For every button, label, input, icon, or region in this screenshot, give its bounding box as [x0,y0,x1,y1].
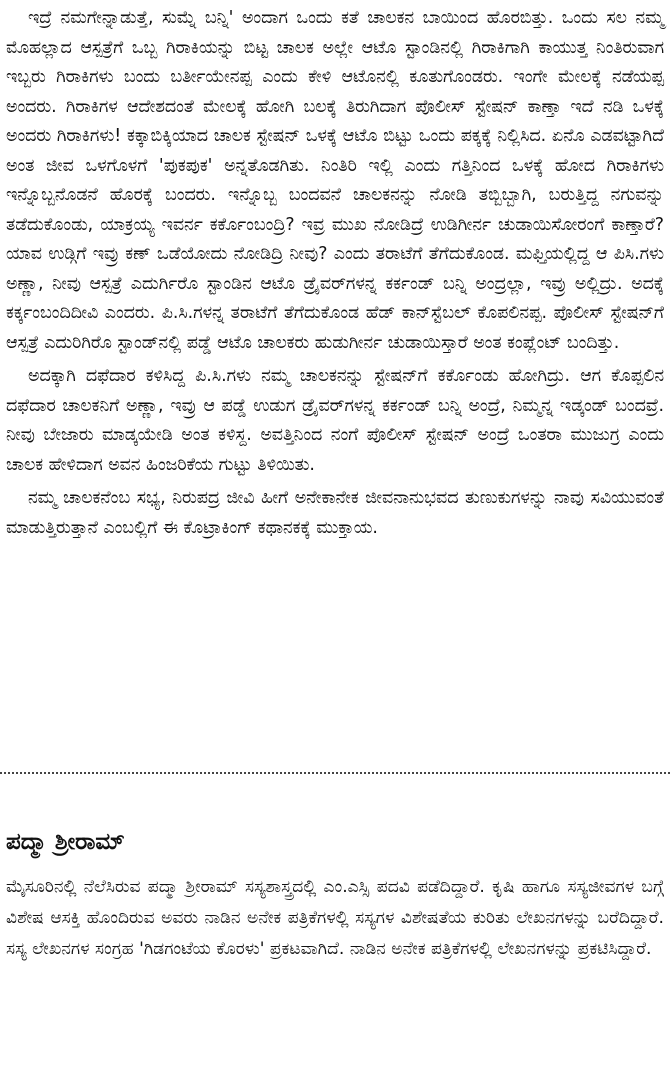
author-bio-text: ಮೈಸೂರಿನಲ್ಲಿ ನೆಲೆಸಿರುವ ಪದ್ಮಾ ಶ್ರೀರಾಮ್ ಸಸ್ಯಶಾಸ್ತ್ರದಲ್ಲಿ ಎಂ.ಎಸ್ಸಿ ಪದವಿ ಪಡೆದಿದ್ದಾರೆ. ಕೃಷಿ ಹಾಗೂ ಸಸ್ಯಜೀವಗಳ ಬಗ್ಗೆ ವಿಶೇಷ ಆಸಕ್ತಿ ಹೊಂದಿರುವ ಅವರು ನಾಡಿನ ಅನೇಕ ಪತ್ರಿಕೆಗಳಲ್ಲಿ ಸಸ್ಯಗಳ ವಿಶೇಷತೆಯ ಕುರಿತು ಲೇಖನಗಳನ್ನು ಬರೆದಿದ್ದಾರೆ. ಸಸ್ಯ ಲೇಖನಗಳ ಸಂಗ್ರಹ 'ಗಿಡಗಂಟೆಯ ಕೊರಳು' ಪ್ರಕಟವಾಗಿದೆ. ನಾಡಿನ ಅನೇಕ ಪತ್ರಿಕೆಗಳಲ್ಲಿ ಲೇಖನಗಳನ್ನು ಪ್ರಕಟಿಸಿದ್ದಾರೆ. [6,877,664,959]
article-paragraph: ನಮ್ಮ ಚಾಲಕನೆಂಬ ಸಭ್ಯ, ನಿರುಪದ್ರ ಜೀವಿ ಹೀಗೆ ಅನೇಕಾನೇಕ ಜೀವನಾನುಭವದ ತುಣುಕುಗಳನ್ನು ನಾವು ಸವಿಯುವಂತೆ ಮಾಡುತ್ತಿರುತ್ತಾನೆ ಎಂಬಲ್ಲಿಗೆ ಈ ಕೊಟ್ರಾಕಿಂಗ್ ಕಥಾನಕಕ್ಕೆ ಮುಕ್ತಾಯ. [6,488,664,538]
author-bio [6,872,664,965]
dotted-divider [0,772,670,774]
article-body [6,4,664,543]
author-name: ಪದ್ಮಾ ಶ್ರೀರಾಮ್ [6,829,125,855]
article-paragraph: ಇದ್ರೆ ನಮಗೇನ್ನಾಡುತ್ತೆ, ಸುಮ್ನೆ ಬನ್ನಿ' ಅಂದಾಗ ಒಂದು ಕತೆ ಚಾಲಕನ ಬಾಯಿಂದ ಹೊರಬಿತ್ತು. ಒಂದು ಸಲ ನಮ್ಮ ಮೊಹಲ್ಲಾದ ಆಸ್ಪತ್ರೆಗೆ ಒಬ್ಬ ಗಿರಾಕಿಯನ್ನು ಬಿಟ್ಟ ಚಾಲಕ ಅಲ್ಲೇ ಆಟೊ ಸ್ಟಾಂಡಿನಲ್ಲಿ ಗಿರಾಕಿಗಾಗಿ ಕಾಯುತ್ತ ನಿಂತಿರುವಾಗ ಇಬ್ಬರು ಗಿರಾಕಿಗಳು ಬಂದು ಬರ್ತೀಯೇನಪ್ಪ ಎಂದು ಕೇಳಿ ಆಟೊನಲ್ಲಿ ಕೂತುಗೊಂಡರು. ಇಂಗೇ ಮೇಲಕ್ಕೆ ನಡೆಯಪ್ಪ ಅಂದರು. ಗಿರಾಕಿಗಳ ಆದೇಶದಂತೆ ಮೇಲಕ್ಕೆ ಹೋಗಿ ಬಲಕ್ಕೆ ತಿರುಗಿದಾಗ ಪೊಲೀಸ್ ಸ್ಟೇಷನ್ ಕಾಣ್ತಾ ಇದೆ ನಡಿ ಒಳಕ್ಕೆ ಅಂದರು ಗಿರಾಕಿಗಳು! ಕಕ್ಕಾಬಿಕ್ಕಿಯಾದ ಚಾಲಕ ಸ್ಟೇಷನ್ ಒಳಕ್ಕೆ ಆಟೊ ಬಿಟ್ಟು ಒಂದು ಪಕ್ಕಕ್ಕೆ ನಿಲ್ಲಿಸಿದ. ಏನೊ ಎಡವಟ್ಟಾಗಿದೆ ಅಂತ ಜೀವ ಒಳಗೊಳಗೆ 'ಪುಕಪುಕ' ಅನ್ನತೊಡಗಿತು. ನಿಂತಿರಿ ಇಲ್ಲಿ ಎಂದು ಗತ್ತಿನಿಂದ ಒಳಕ್ಕೆ ಹೋದ ಗಿರಾಕಿಗಳು ಇನ್ನೊಬ್ಬನೊಡನೆ ಹೊರಕ್ಕೆ ಬಂದರು. ಇನ್ನೊಬ್ಬ ಬಂದವನೆ ಚಾಲಕನನ್ನು ನೋಡಿ ತಬ್ಬಿಬ್ಬಾಗಿ, ಬರುತ್ತಿದ್ದ ನಗುವನ್ನು ತಡೆದುಕೊಂಡು, ಯಾಕ್ರಯ್ಯ ಇವರ್ನ ಕರ್ಕೊಂಬಂದ್ರಿ? ಇವ್ರ ಮುಖ ನೋಡಿದ್ರೆ ಉಡಿಗೀರ್ನ ಚುಡಾಯಿಸೋರಂಗೆ ಕಾಣ್ತಾರೆ? ಯಾವ ಉಡ್ಗಿಗೆ ಇವ್ರು ಕಣ್ ಒಡೆಯೋದು ನೋಡಿದ್ರಿ ನೀವು? ಎಂದು ತರಾಟೆಗೆ ತೆಗೆದುಕೊಂಡ. ಮಫ್ತಿಯಲ್ಲಿದ್ದ ಆ ಪಿಸಿ.ಗಳು ಅಣ್ಣಾ, ನೀವು ಆಸ್ಪತ್ರೆ ಎದುರ್ಗಿರೊ ಸ್ಟಾಂಡಿನ ಆಟೊ ಡ್ರೈವರ್‌ಗಳನ್ನ ಕರ್ಕಂಡ್ ಬನ್ನಿ ಅಂದ್ರಲ್ಲಾ, ಇವ್ರು ಅಲ್ಲಿದ್ರು. ಅದಕ್ಕೆ ಕರ್ಕ್ಕಂಬಂದಿದೀವಿ ಎಂದರು. ಪಿ.ಸಿ.ಗಳನ್ನ ತರಾಟೆಗೆ ತೆಗೆದುಕೊಂಡ ಹೆಡ್ ಕಾನ್‌ಸ್ಟೆಬಲ್ ಕೊಪಲಿನಪ್ಪ. ಪೊಲೀಸ್ ಸ್ಟೇಷನ್‌ಗೆ ಆಸ್ಪತ್ರೆ ಎದುರಿಗಿರೊ ಸ್ಟಾಂಡ್‌ನಲ್ಲಿ ಪಡ್ಡೆ ಆಟೊ ಚಾಲಕರು ಹುಡುಗೀರ್ನ ಚುಡಾಯಿಸ್ತಾರೆ ಅಂತ ಕಂಪ್ಲೆಂಟ್ ಬಂದಿತ್ತು. [6,8,664,353]
article-paragraph: ಅದಕ್ಕಾಗಿ ದಫೆದಾರ ಕಳಿಸಿದ್ದ ಪಿ.ಸಿ.ಗಳು ನಮ್ಮ ಚಾಲಕನನ್ನು ಸ್ಟೇಷನ್‌ಗೆ ಕರ್ಕೊಂಡು ಹೋಗಿದ್ರು. ಆಗ ಕೊಪ್ಪಲಿನ ದಫೆದಾರ ಚಾಲಕನಿಗೆ ಅಣ್ಣಾ, ಇವ್ರು ಆ ಪಡ್ಡೆ ಉಡುಗ ಡ್ರೈವರ್‌ಗಳನ್ನ ಕರ್ಕಂಡ್ ಬನ್ನಿ ಅಂದ್ರೆ, ನಿಮ್ಮನ್ನ ಇಡ್ಕಂಡ್ ಬಂದವ್ರೆ. ನೀವು ಬೇಜಾರು ಮಾಡ್ಕಯೇಡಿ ಅಂತ ಕಳಿಸ್ದ. ಅವತ್ತಿನಿಂದ ನಂಗೆ ಪೊಲೀಸ್ ಸ್ಟೇಷನ್ ಅಂದ್ರೆ ಒಂತರಾ ಮುಜುಗ್ರ ಎಂದು ಚಾಲಕ ಹೇಳಿದಾಗ ಅವನ ಹಿಂಜರಿಕೆಯ ಗುಟ್ಟು ತಿಳಿಯಿತು. [6,366,664,475]
